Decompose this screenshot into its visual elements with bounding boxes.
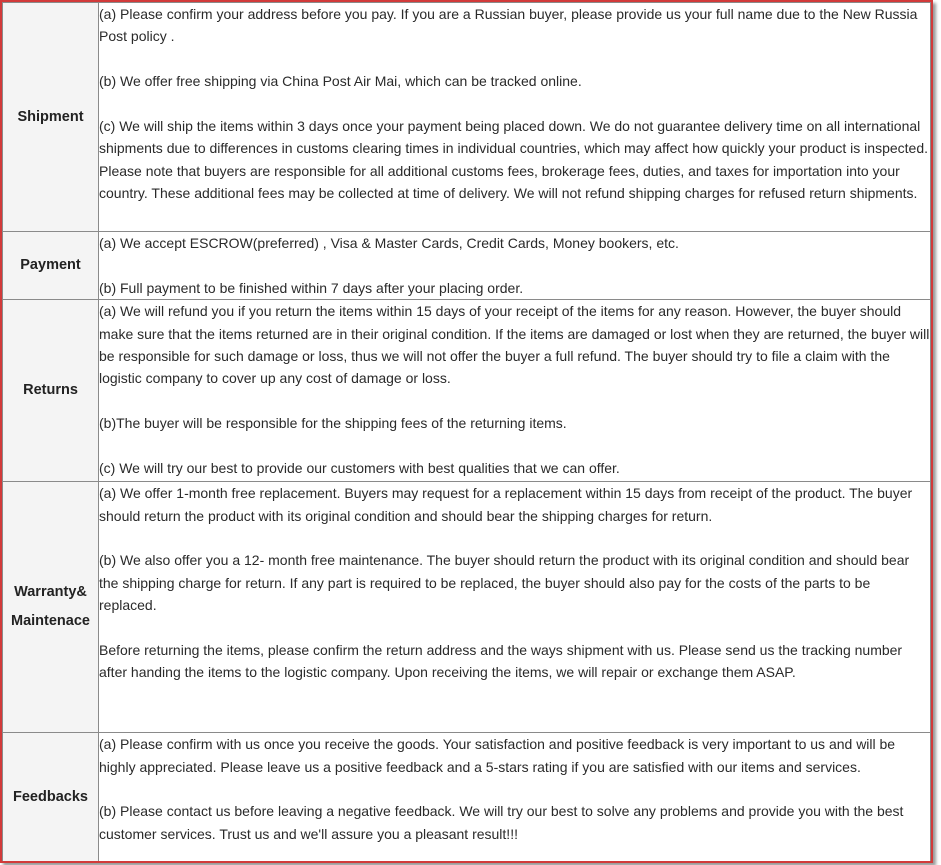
paragraph: (a) Please confirm with us once you receive the goods. Your satisfaction and positive feedback is very important to us and will be highly appreciated. Please leave us a positive feedback and a 5-stars rating if you are satisfied with our items and services. (99, 736, 896, 775)
spacer (99, 527, 930, 549)
label-returns (3, 300, 99, 482)
row-shipment (3, 3, 931, 232)
paragraph: (a) Please confirm your address before you pay. If you are a Russian buyer, please provide us your full name due to the New Russia Post policy . (99, 6, 918, 45)
label-line: Shipment (17, 108, 84, 125)
label-line: Feedbacks (13, 789, 88, 806)
paragraph: Before returning the items, please confirm the return address and the ways shipment with us. Please send us the tracking number after handing the items to the logistic company. Upon receiving the items, we will repair or exchange them ASAP. (99, 642, 903, 681)
content-payment (99, 232, 931, 300)
label-line: Maintenace (11, 613, 90, 630)
label-shipment (3, 3, 99, 232)
label-line: Warranty& (14, 584, 87, 601)
spacer (99, 435, 930, 457)
content-shipment (99, 3, 931, 232)
spacer (99, 778, 930, 800)
paragraph: (b)The buyer will be responsible for the shipping fees of the returning items. (99, 415, 567, 432)
paragraph: (b) We also offer you a 12- month free maintenance. The buyer should return the product with its original condition and should bear the shipping charge for return. If any part is required to be replaced, the buyer should also pay for the costs of the parts to be replaced. (99, 552, 910, 614)
row-feedbacks (3, 733, 931, 863)
label-payment (3, 232, 99, 300)
spacer (99, 254, 930, 276)
spacer (99, 48, 930, 70)
paragraph: (b) Full payment to be finished within 7 days after your placing order. (99, 279, 524, 296)
label-line: Payment (20, 257, 81, 274)
label-feedbacks (3, 733, 99, 863)
row-payment (3, 232, 931, 300)
paragraph: (c) We will ship the items within 3 days once your payment being placed down. We do not guarantee delivery time on all international shipments due to differences in customs clearing times in individual countries, which may affect how quickly your product is inspected. Please note that buyers are responsible for all additional customs fees, brokerage fees, duties, and taxes for importation into your country. These additional fees may be collected at time of delivery. We will not refund shipping charges for refused return shipments. (99, 118, 929, 202)
spacer (99, 390, 930, 412)
paragraph: (a) We will refund you if you return the items within 15 days of your receipt of the items for any reason. However, the buyer should make sure that the items returned are in their original condition. If the items are damaged or lost when they are returned, the buyer will be responsible for such damage or loss, thus we will not offer the buyer a full refund. The buyer should try to file a claim with the logistic company to cover up any cost of damage or loss. (99, 303, 930, 387)
content-feedbacks (99, 733, 931, 863)
spacer (99, 93, 930, 115)
content-returns (99, 300, 931, 482)
paragraph: (b) Please contact us before leaving a negative feedback. We will try our best to solve any problems and provide you with the best customer services. Trust us and we'll assure you a pleasant result!!! (99, 803, 904, 842)
content-warranty (99, 482, 931, 733)
policy-table (2, 2, 931, 863)
paragraph: (a) We offer 1-month free replacement. Buyers may request for a replacement within 15 days from receipt of the product. The buyer should return the product with its original condition and should bear the shipping charges for return. (99, 485, 913, 524)
label-warranty (3, 482, 99, 733)
paragraph: (b) We offer free shipping via China Post Air Mai, which can be tracked online. (99, 73, 582, 90)
paragraph: (a) We accept ESCROW(preferred) , Visa & Master Cards, Credit Cards, Money bookers, etc. (99, 235, 679, 251)
label-line: Returns (23, 382, 78, 399)
spacer (99, 617, 930, 639)
row-returns (3, 300, 931, 482)
row-warranty (3, 482, 931, 733)
paragraph: (c) We will try our best to provide our customers with best qualities that we can offer. (99, 460, 620, 477)
